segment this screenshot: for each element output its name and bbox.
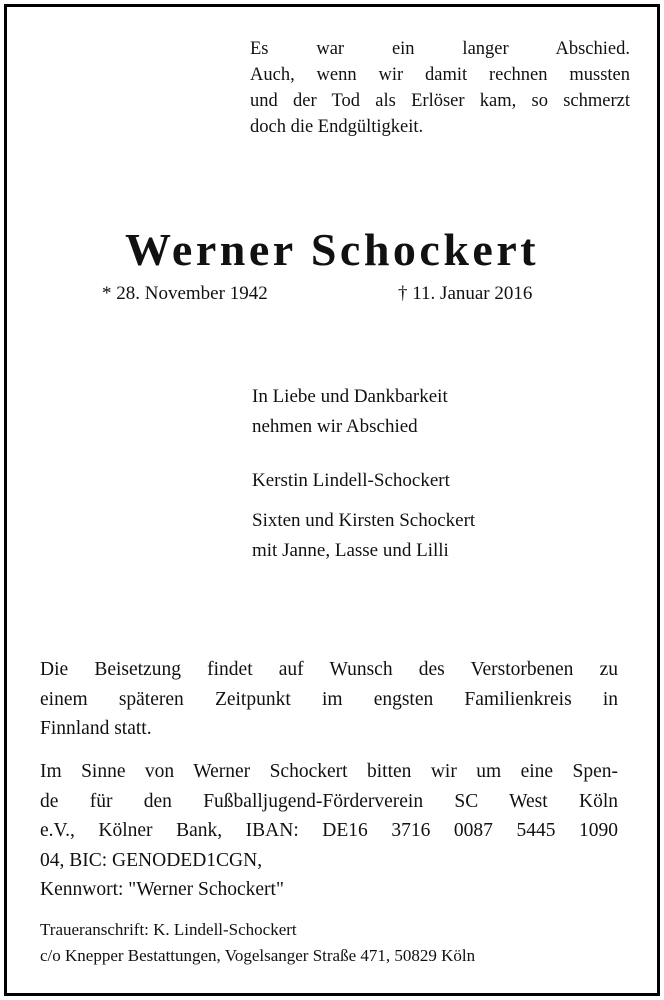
- death-date: † 11. Januar 2016: [398, 283, 533, 304]
- donation-notice-line: Im Sinne von Werner Schockert bitten wir um eine Spen-: [40, 761, 618, 782]
- verse-line: doch die Endgültigkeit.: [250, 117, 424, 137]
- donation-notice: [40, 757, 618, 905]
- farewell-line: In Liebe und Dankbarkeit: [252, 386, 448, 407]
- mourner-family: [252, 506, 475, 566]
- donation-notice-line: de für den Fußballjugend-Förderverein SC West Köln: [40, 790, 618, 812]
- farewell-text: [252, 382, 448, 442]
- verse-line: Auch, wenn wir damit rechnen mussten: [250, 65, 630, 85]
- donation-notice-line: e.V., Kölner Bank, IBAN: DE16 3716 0087 5445 1090: [40, 820, 618, 841]
- mourning-address: [40, 917, 620, 969]
- birth-date: * 28. November 1942: [102, 283, 268, 304]
- farewell-line: nehmen wir Abschied: [252, 416, 418, 437]
- verse-line: und der Tod als Erlöser kam, so schmerzt: [250, 91, 630, 111]
- mourner-primary: Kerstin Lindell-Schockert: [252, 470, 450, 491]
- burial-notice-line: Finnland statt.: [40, 718, 152, 739]
- verse-line: Es war ein langer Abschied.: [250, 39, 630, 59]
- burial-notice-line: Die Beisetzung findet auf Wunsch des Verstorbenen zu: [40, 659, 618, 680]
- mourning-address-line: c/o Knepper Bestattungen, Vogelsanger Straße 471, 50829 Köln: [40, 946, 476, 965]
- mourning-address-line: Traueranschrift: K. Lindell-Schockert: [40, 920, 297, 939]
- donation-notice-line: Kennwort: "Werner Schockert": [40, 879, 284, 900]
- mourner-family-line: Sixten und Kirsten Schockert: [252, 510, 476, 531]
- mourner-family-line: mit Janne, Lasse und Lilli: [252, 540, 449, 561]
- burial-notice: [40, 655, 618, 744]
- donation-notice-line: 04, BIC: GENODED1CGN,: [40, 849, 263, 871]
- deceased-name: Werner Schockert: [124, 224, 540, 275]
- verse: [250, 36, 630, 140]
- burial-notice-line: einem späteren Zeitpunkt im engsten Familienkreis in: [40, 688, 618, 710]
